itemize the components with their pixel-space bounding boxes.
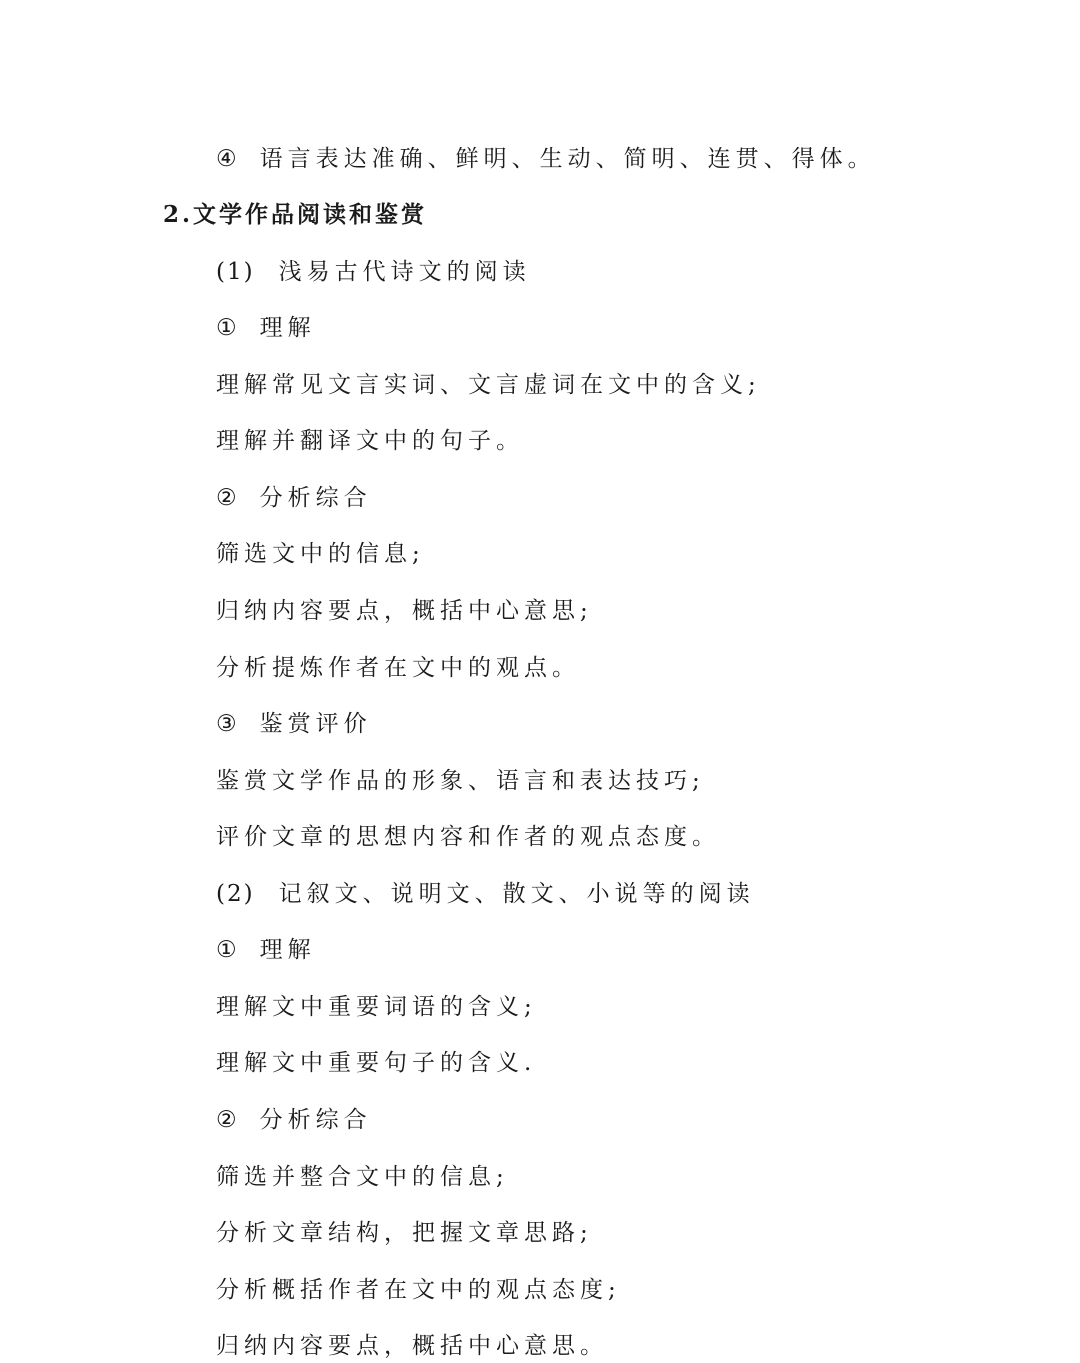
circled-number-marker: ① <box>216 315 242 341</box>
body-line <box>216 370 761 400</box>
list-item-2-analyze <box>216 483 372 513</box>
line-text: 理解 <box>259 315 316 341</box>
body-line <box>216 596 593 626</box>
section-heading <box>163 200 427 230</box>
body-line <box>216 426 524 456</box>
body-line <box>216 653 580 683</box>
line-text: 评价文章的思想内容和作者的观点态度。 <box>216 824 720 850</box>
line-text: 理解文中重要句子的含义. <box>216 1050 537 1076</box>
line-text: 筛选文中的信息; <box>216 541 425 567</box>
body-line <box>216 1275 621 1305</box>
body-line <box>216 1218 593 1248</box>
circled-number-marker: ② <box>216 485 242 511</box>
line-text: 理解 <box>259 937 316 963</box>
list-item-3-appreciate <box>216 709 372 739</box>
body-line <box>216 539 425 569</box>
line-text: 语言表达准确、鲜明、生动、简明、连贯、得体。 <box>259 146 876 172</box>
body-line <box>216 1331 608 1361</box>
subsection-2 <box>216 879 755 909</box>
subsection-1 <box>216 257 531 287</box>
line-text: 筛选并整合文中的信息; <box>216 1164 509 1190</box>
list-item-4-expression <box>216 144 876 174</box>
line-text: 鉴赏评价 <box>259 711 372 737</box>
line-text: 理解常见文言实词、文言虚词在文中的含义; <box>216 372 761 398</box>
line-text: 归纳内容要点，概括中心意思。 <box>216 1333 608 1359</box>
body-line <box>216 766 705 796</box>
body-line <box>216 1162 509 1192</box>
paren-number-marker: (2) <box>216 881 255 907</box>
line-text: 归纳内容要点，概括中心意思; <box>216 598 593 624</box>
body-line <box>216 1048 536 1078</box>
circled-number-marker: ③ <box>216 711 242 737</box>
list-item-1-understand <box>216 935 316 965</box>
section-heading-text: 2.文学作品阅读和鉴赏 <box>163 201 428 228</box>
list-item-1-understand <box>216 313 316 343</box>
circled-number-marker: ② <box>216 1107 242 1133</box>
line-text: 鉴赏文学作品的形象、语言和表达技巧; <box>216 768 705 794</box>
line-text: 分析文章结构，把握文章思路; <box>216 1220 593 1246</box>
body-line <box>216 822 720 852</box>
line-text: 理解文中重要词语的含义; <box>216 994 537 1020</box>
circled-number-marker: ④ <box>216 146 242 172</box>
line-text: 分析概括作者在文中的观点态度; <box>216 1277 621 1303</box>
line-text: 记叙文、说明文、散文、小说等的阅读 <box>278 881 755 907</box>
circled-number-marker: ① <box>216 937 242 963</box>
list-item-2-analyze <box>216 1105 372 1135</box>
body-line <box>216 992 537 1022</box>
line-text: 分析综合 <box>259 485 372 511</box>
line-text: 浅易古代诗文的阅读 <box>278 259 531 285</box>
line-text: 分析综合 <box>259 1107 372 1133</box>
paren-number-marker: (1) <box>216 259 255 285</box>
line-text: 分析提炼作者在文中的观点。 <box>216 655 580 681</box>
line-text: 理解并翻译文中的句子。 <box>216 428 524 454</box>
